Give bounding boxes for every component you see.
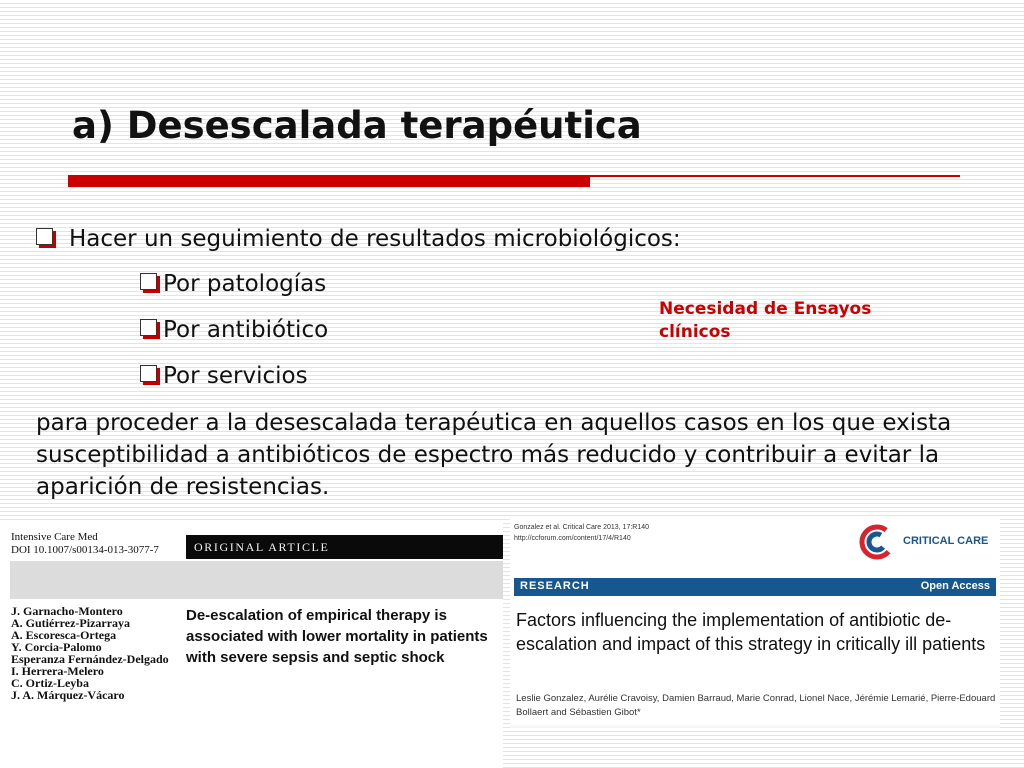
checkbox-bullet-icon — [36, 228, 53, 245]
sub-bullet-servicios — [140, 363, 308, 389]
sub-bullet-patologias — [140, 271, 326, 297]
body-paragraph: para proceder a la desescalada terapéutica en aquellos casos en los que exista susceptibilidad a antibióticos de espectro más reducido y contribuir a evitar la aparición de resistencias. — [36, 410, 952, 500]
citation-line: Gonzalez et al. Critical Care 2013, 17:R140 — [514, 524, 650, 531]
paper-excerpt-critical-care — [510, 518, 1000, 728]
open-access-label: Open Access — [920, 580, 990, 592]
journal-info — [11, 531, 159, 557]
citation-url: http://ccforum.com/content/17/4/R140 — [514, 535, 631, 542]
slide-title: a) Desescalada terapéutica — [72, 104, 642, 147]
author-list — [11, 605, 169, 701]
sub-bullet-text: Por antibiótico — [163, 317, 329, 343]
author: A. Gutiérrez-Pizarraya — [11, 616, 131, 630]
sub-bullet-text: Por patologías — [163, 271, 327, 297]
title-underline-thick — [68, 175, 590, 187]
journal-name: Intensive Care Med — [11, 531, 98, 543]
header-grey-bar — [10, 561, 503, 599]
citation — [514, 522, 649, 544]
paper-title: De-escalation of empirical therapy is associated with lower mortality in patients with severe sepsis and septic shock — [186, 607, 488, 666]
author: J. A. Márquez-Vácaro — [11, 688, 125, 702]
critical-care-logo-icon — [859, 524, 895, 560]
checkbox-bullet-icon — [140, 365, 157, 382]
checkbox-bullet-icon — [140, 273, 157, 290]
title-underline-thin — [590, 175, 960, 177]
sub-bullet-antibiotico — [140, 317, 328, 343]
paper-excerpt-intensive-care — [0, 520, 503, 768]
sub-bullet-text: Por servicios — [163, 363, 308, 389]
paper-title: Factors influencing the implementation of antibiotic de-escalation and impact of this strategy in critically ill patients — [516, 610, 986, 654]
research-band — [514, 578, 996, 596]
trials-note: Necesidad de Ensayos clínicos — [659, 299, 872, 342]
author-list: Leslie Gonzalez, Aurélie Cravoisy, Damien Barraud, Marie Conrad, Lionel Nace, Jérémie Lemarié, Pierre-Edouard Bollaert and Sébastien Gibot* — [516, 693, 996, 718]
author: I. Herrera-Melero — [11, 664, 104, 678]
author: Esperanza Fernández-Delgado — [11, 652, 169, 666]
checkbox-bullet-icon — [140, 319, 157, 336]
main-bullet — [36, 226, 681, 252]
article-type-label: ORIGINAL ARTICLE — [194, 540, 330, 554]
author: C. Ortiz-Leyba — [11, 676, 89, 690]
research-label: RESEARCH — [520, 580, 590, 592]
author: Y. Corcia-Palomo — [11, 640, 102, 654]
bottom-fade — [510, 723, 1000, 728]
author: J. Garnacho-Montero — [11, 604, 123, 618]
author: A. Escoresca-Ortega — [11, 628, 117, 642]
journal-doi: DOI 10.1007/s00134-013-3077-7 — [11, 544, 159, 556]
main-bullet-text: Hacer un seguimiento de resultados microbiológicos: — [69, 226, 681, 252]
journal-brand: CRITICAL CARE — [903, 535, 989, 547]
article-type-band — [186, 535, 503, 559]
